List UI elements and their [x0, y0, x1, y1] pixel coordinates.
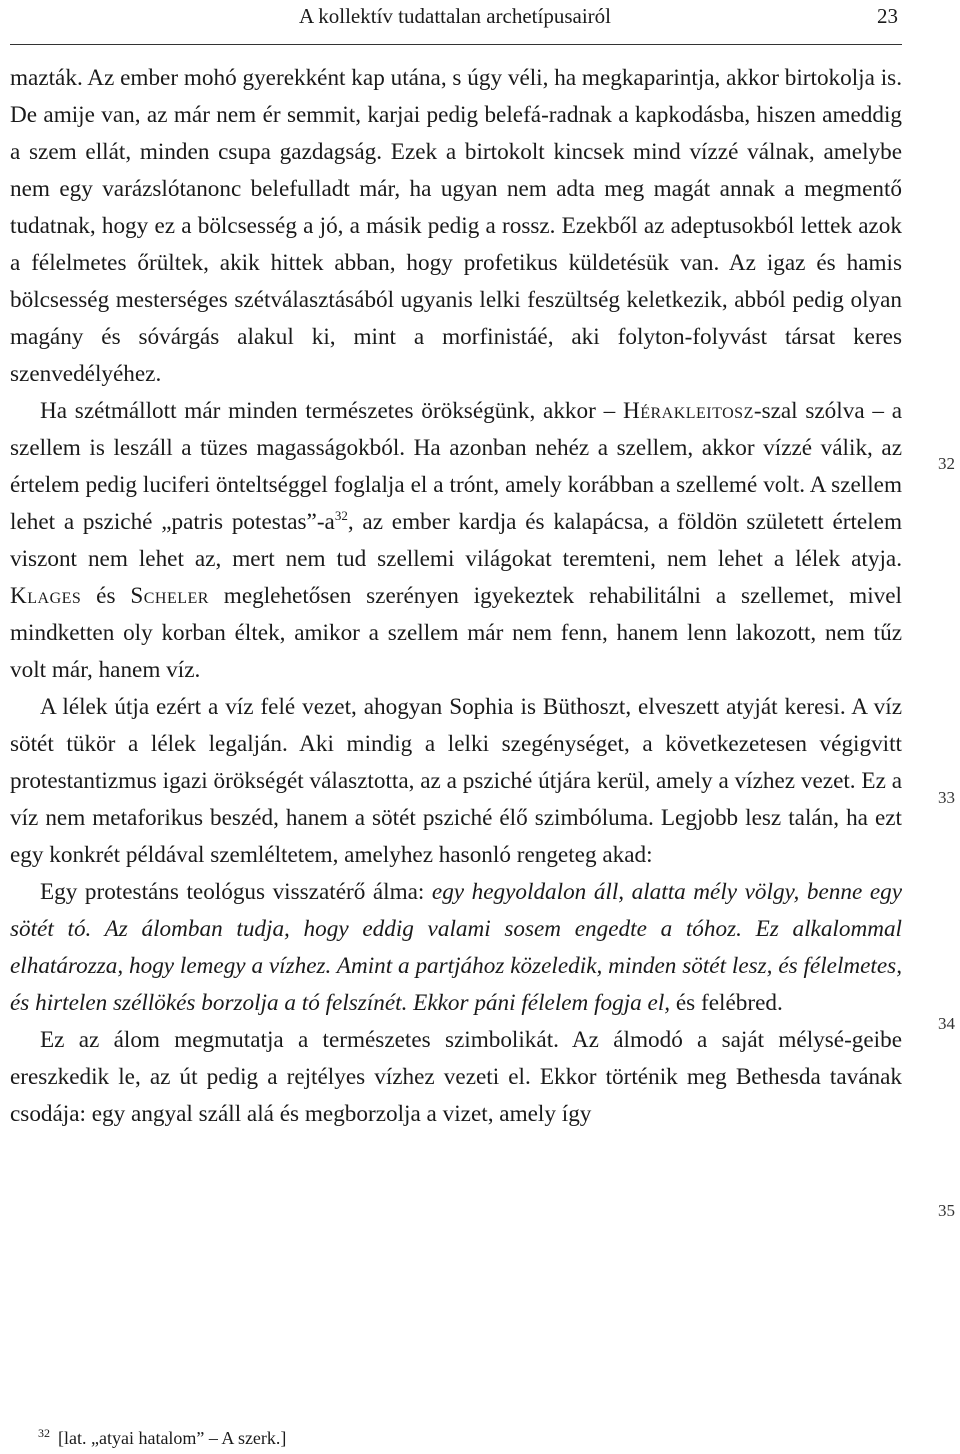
main-text — [10, 60, 902, 1133]
paragraph-4-text-b: és felébred. — [670, 990, 783, 1016]
margin-number-34: 34 — [938, 1014, 955, 1033]
paragraph-3 — [10, 689, 902, 874]
paragraph-2-text-a: Ha szétmállott már minden természetes örökségünk, akkor – — [40, 398, 623, 424]
paragraph-4-text-a: Egy protestáns teológus visszatérő álma: — [40, 879, 432, 905]
footnote — [38, 1428, 286, 1449]
paragraph-1 — [10, 60, 902, 393]
running-header — [10, 0, 902, 45]
paragraph-2 — [10, 393, 902, 689]
paragraph-1-text: mazták. Az ember mohó gyerekként kap utána, s úgy véli, ha megkaparintja, akkor birtokolja is. De amije van, az már nem ér semmit, karjai pedig belefá-radnak a kapkodásba, hiszen ameddig a szem ellát, minden csupa gazdagság. Ezek a birtokolt kincsek mind vízzé válnak, amelybe nem egy varázslótanonc belefulladt már, ha ugyan nem adta meg magát annak a megmentő tudatnak, hogy ez a bölcsesség a jó, a másik pedig a rossz. Ezekből az adeptusokból lettek azok a félelmetes őrültek, akik hittek abban, hogy profetikus küldetésük van. Az igaz és hamis bölcsesség mesterséges szétválasztásából ugyanis lelki feszültség keletkezik, abból pedig olyan magány és sóvárgás alakul ki, mint a morfinistáé, aki folyton-folyvást társat keres szenvedélyéhez. — [10, 65, 902, 387]
paragraph-2-text-c: , az ember kardja és kalapácsa, a földön született értelem viszont nem lehet az, mert nem tud szellemi világokat teremteni, nem lehet a lélek atyja. — [10, 509, 902, 572]
paragraph-2-text-d: és — [81, 583, 131, 609]
footnote-mark: 32 — [38, 1426, 50, 1440]
paragraph-5-text: Ez az álom megmutatja a természetes szimbolikát. Az álmodó a saját mélysé-geibe ereszkedik le, az út pedig a rejtélyes vízhez vezeti el. Ekkor történik meg Bethesda tavának csodája: egy angyal száll alá és megborzolja a vizet, amely így — [10, 1027, 902, 1127]
paragraph-2-text-e: meglehetősen szerényen igyekeztek rehabilitálni a szellemet, mivel mindketten oly korban éltek, amikor a szellem már nem fenn, hanem lenn lakozott, nem tűz volt már, hanem víz. — [10, 583, 902, 683]
margin-number-35: 35 — [938, 1201, 955, 1220]
author-name-herakleitosz: Hérakleitosz — [622, 398, 754, 424]
paragraph-3-text: A lélek útja ezért a víz felé vezet, ahogyan Sophia is Büthoszt, elveszett atyját keresi. A víz sötét tükör a lélek legalján. Aki mindig a lelki szegénységet, a következetesen végigvitt protestantizmus igazi örökségét választotta, az a psziché útjára kerül, amely a vízhez vezet. Ez a víz nem metaforikus beszéd, hanem a sötét psziché élő szimbóluma. Legjobb lesz talán, ha ezt egy konkrét példával szemléltetem, amelyhez hasonló rengeteg akad: — [10, 694, 902, 868]
margin-number-32: 32 — [938, 454, 955, 473]
footnote-text: [lat. „atyai hatalom” – A szerk.] — [58, 1428, 287, 1448]
paragraph-5 — [10, 1022, 902, 1133]
dream-description: egy hegyoldalon áll, alatta mély völgy, benne egy sötét tó. Az álomban tudja, hogy eddig valami sosem engedte a tóhoz. Ez alkalommal elhatározza, hogy lemegy a vízhez. Amint a partjához közeledik, minden sötét lesz, és félelmetes, és hirtelen széllökés borzolja a tó felszínét. Ekkor páni félelem fogja el, — [10, 879, 902, 1016]
paragraph-2-text-b: -szal szólva – a szellem is leszáll a tüzes magasságokból. Ha azonban nehéz a szellem, akkor vízzé válik, az értelem pedig luciferi önteltséggel foglalja el a trónt, amely korábban a szellemé volt. A szellem lehet a psziché „patris potestas”-a — [10, 398, 902, 535]
author-name-klages: Klages — [10, 583, 82, 609]
paragraph-4 — [10, 874, 902, 1022]
footnote-reference[interactable]: 32 — [334, 508, 348, 523]
margin-number-33: 33 — [938, 788, 955, 807]
running-title: A kollektív tudattalan archetípusairól — [299, 4, 611, 28]
page-number: 23 — [877, 4, 898, 28]
author-name-scheler: Scheler — [130, 583, 209, 609]
